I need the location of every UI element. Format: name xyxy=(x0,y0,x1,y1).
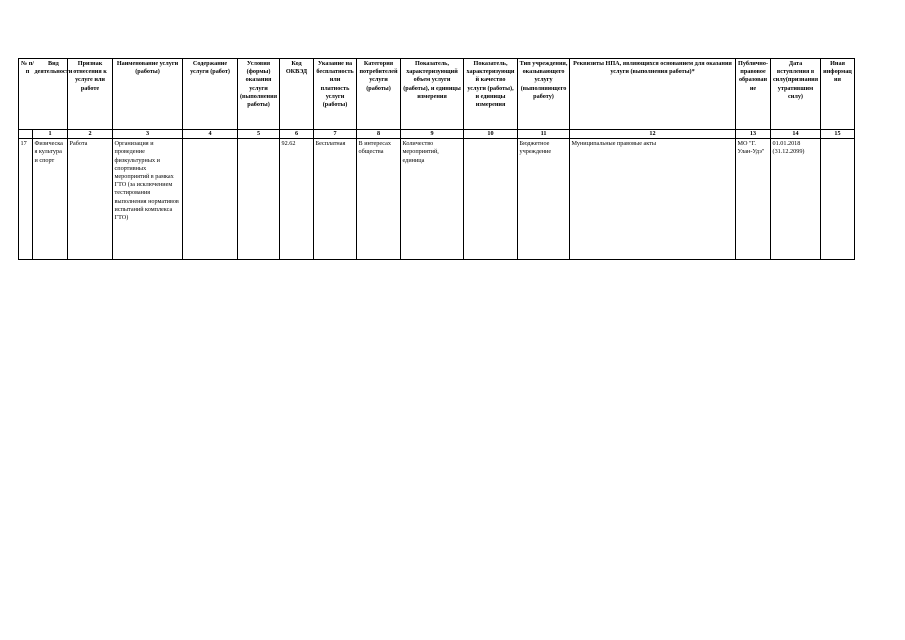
cell-num: 17 xyxy=(19,139,33,260)
cell-conditions xyxy=(238,139,280,260)
cell-entity: МО "Г. Улан-Удэ" xyxy=(736,139,771,260)
header-npa: Реквизиты НПА, являющихся основанием для оказания услуги (выполнения работы)* xyxy=(570,59,736,130)
header-cell xyxy=(19,59,73,130)
header-volume: Показатель, характеризующий объем услуги (работы), и единицы измерения xyxy=(401,59,464,130)
header-name: Наименование услуги (работы) xyxy=(113,59,183,130)
cell-volume: Количество мероприятий, единица xyxy=(401,139,464,260)
colnum-4: 4 xyxy=(183,130,238,139)
cell-activity: Физическая культура и спорт xyxy=(33,139,68,260)
colnum-3: 3 xyxy=(113,130,183,139)
colnum-7: 7 xyxy=(314,130,357,139)
header-entity: Публично-правовое образование xyxy=(736,59,771,130)
cell-sign: Работа xyxy=(68,139,113,260)
colnum-1: 1 xyxy=(33,130,68,139)
header-quality: Показатель, характеризующий качество услуги (работы), и единицы измерения xyxy=(464,59,518,130)
header-other: Иная информация xyxy=(821,59,855,130)
cell-content xyxy=(183,139,238,260)
colnum-15: 15 xyxy=(821,130,855,139)
colnum-11: 11 xyxy=(518,130,570,139)
column-numbers-row xyxy=(19,130,855,139)
cell-institution-type: Бюджетное учреждение xyxy=(518,139,570,260)
cell-okved: 92.62 xyxy=(280,139,314,260)
colnum-14: 14 xyxy=(771,130,821,139)
cell-npa: Муниципальные правовые акты xyxy=(570,139,736,260)
header-num: № п/п xyxy=(20,60,35,76)
cell-name: Организация и проведение физкультурных и спортивных мероприятий в рамках ГТО (за исключением тестирования выполнения нормативов испытаний комплекса ГТО) xyxy=(113,139,183,260)
cell-quality xyxy=(464,139,518,260)
header-okved: Код ОКВЭД xyxy=(280,59,314,130)
cell-date: 01.01.2018 (31.12.2099) xyxy=(771,139,821,260)
header-sign: Признак отнесения к услуге или работе xyxy=(68,59,113,130)
colnum-6: 6 xyxy=(280,130,314,139)
colnum-13: 13 xyxy=(736,130,771,139)
header-conditions: Условия (формы) оказания услуги (выполнения работы) xyxy=(238,59,280,130)
cell-category: В интересах общества xyxy=(357,139,401,260)
cell-other xyxy=(821,139,855,260)
services-registry-table xyxy=(18,58,855,260)
header-paid: Указание на бесплатность или платность услуги (работы) xyxy=(314,59,357,130)
header-date: Дата вступления в силу(признания утратившим силу) xyxy=(771,59,821,130)
header-row xyxy=(19,59,855,130)
colnum-8: 8 xyxy=(357,130,401,139)
header-activity: Вид деятельности xyxy=(34,60,73,76)
colnum-5: 5 xyxy=(238,130,280,139)
colnum-blank xyxy=(19,130,33,139)
colnum-9: 9 xyxy=(401,130,464,139)
header-institution-type: Тип учреждения, оказывающего услугу (выполняющего работу) xyxy=(518,59,570,130)
colnum-10: 10 xyxy=(464,130,518,139)
cell-paid: Бесплатная xyxy=(314,139,357,260)
header-content: Содержание услуги (работ) xyxy=(183,59,238,130)
colnum-12: 12 xyxy=(570,130,736,139)
colnum-2: 2 xyxy=(68,130,113,139)
table-row xyxy=(19,139,855,260)
header-category: Категория потребителей услуги (работы) xyxy=(357,59,401,130)
